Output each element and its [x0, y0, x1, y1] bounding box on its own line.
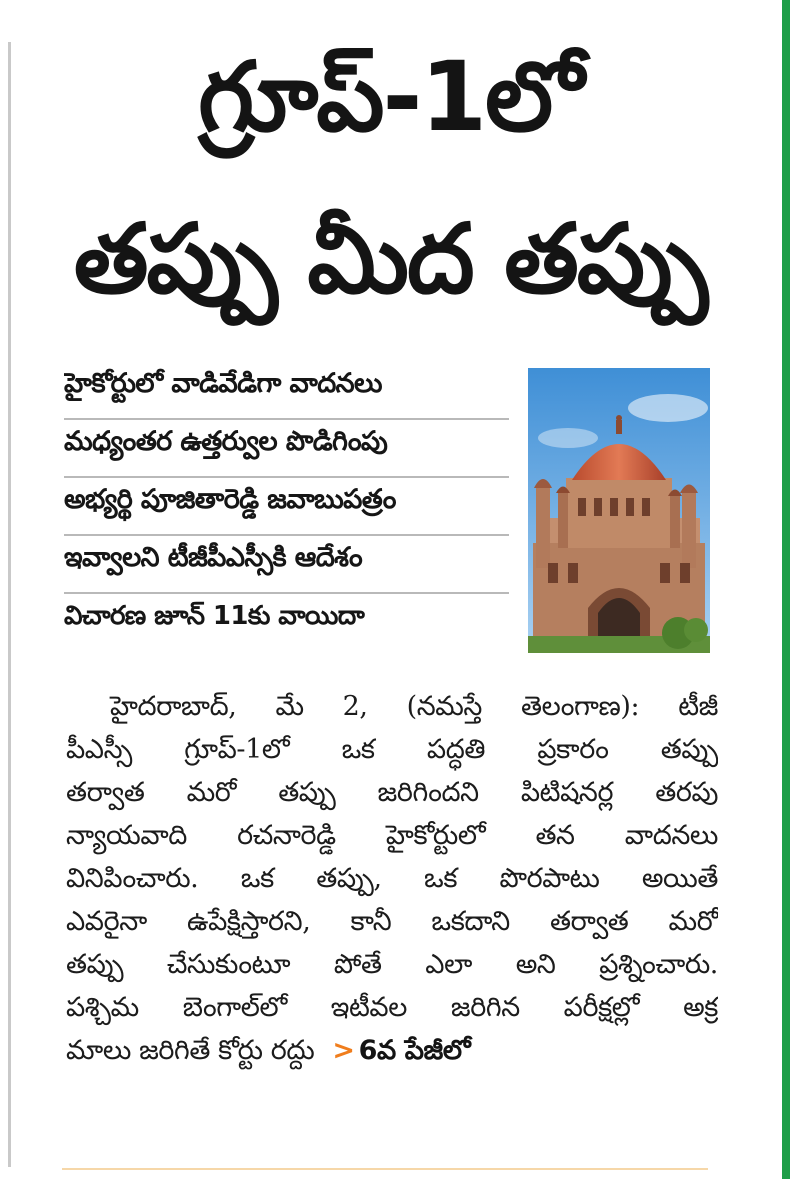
body-line-text: మాలు జరిగితే కోర్టు రద్దు: [66, 1035, 315, 1066]
body-line: పశ్చిమ బెంగాల్‌లో ఇటీవల జరిగిన పరీక్షల్లో అక్ర: [66, 992, 718, 1023]
subheadline-item: మధ్యంతర ఉత్తర్వుల పొడిగింపు: [64, 420, 509, 478]
bottom-divider: [62, 1168, 708, 1170]
headline-line-1: గ్రూప్-1లో: [198, 41, 582, 153]
body-line: ఎవరైనా ఉపేక్షిస్తారని, కానీ ఒకదాని తర్వాత మరో: [66, 906, 718, 937]
subheadline-item: ఇవ్వాలని టీజీపీఎస్సీకి ఆదేశం: [64, 536, 509, 594]
subheadline-list: [64, 362, 509, 650]
high-court-building-photo: [528, 368, 710, 653]
body-line: తర్వాత మరో తప్పు జరిగిందని పిటిషనర్ల తరపు: [66, 777, 718, 808]
article-body: [66, 685, 718, 1072]
body-line: పీఎస్సీ గ్రూప్-1లో ఒక పద్ధతి ప్రకారం తప్పు: [66, 734, 718, 765]
subheadline-item: అభ్యర్థి పూజితారెడ్డి జవాబుపత్రం: [64, 478, 509, 536]
body-line: న్యాయవాది రచనారెడ్డి హైకోర్టులో తన వాదనలు: [66, 820, 718, 851]
page-edge-green-bar: [778, 0, 800, 1179]
left-column-rule: [8, 42, 11, 1167]
jump-arrow-icon: >: [332, 1035, 355, 1066]
body-line: వినిపించారు. ఒక తప్పు, ఒక పొరపాటు అయితే: [66, 863, 718, 894]
body-line: హైదరాబాద్, మే 2, (నమస్తే తెలంగాణ): టీజీ: [110, 691, 718, 722]
headline-line-2: తప్పు మీద తప్పు: [73, 203, 707, 315]
subheadline-item: హైకోర్టులో వాడివేడిగా వాదనలు: [64, 362, 509, 420]
body-line: తప్పు చేసుకుంటూ పోతే ఎలా అని ప్రశ్నించారు.: [66, 949, 718, 980]
continued-on-page-link: [332, 1035, 470, 1066]
continued-page-label: 6వ పేజీలో: [358, 1035, 471, 1066]
body-last-line: [66, 1029, 718, 1072]
subheadline-item: విచారణ జూన్ 11కు వాయిదా: [64, 601, 365, 631]
